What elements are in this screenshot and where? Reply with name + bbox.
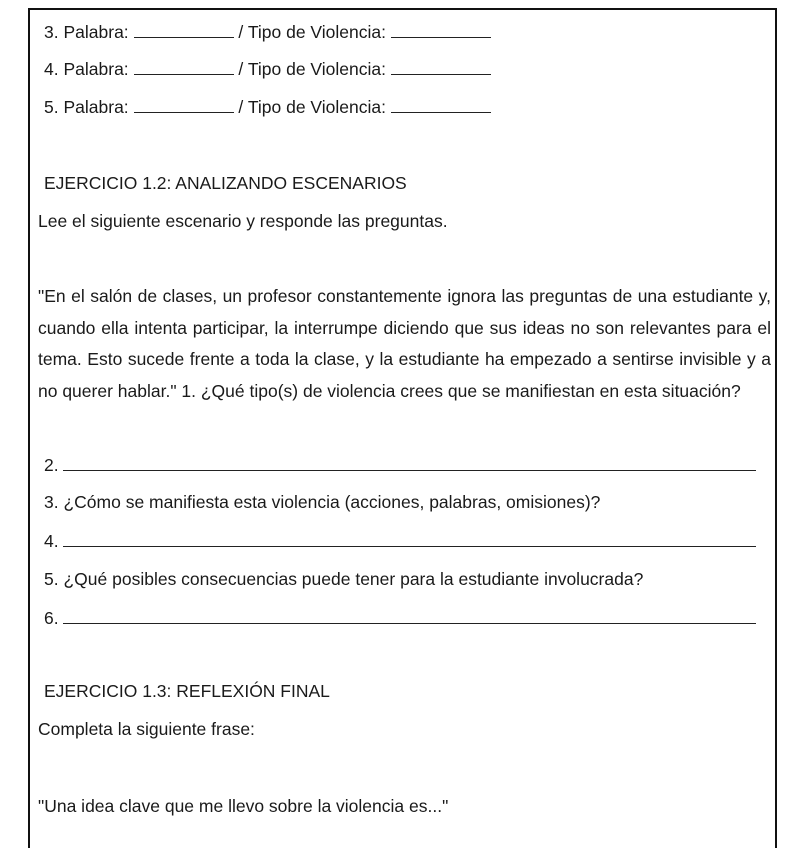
- answer-blank[interactable]: [63, 453, 756, 471]
- answer-line-2: [44, 453, 756, 476]
- exercise-1-2-title: EJERCICIO 1.2: ANALIZANDO ESCENARIOS: [44, 173, 407, 193]
- exercise-1-3-title: EJERCICIO 1.3: REFLEXIÓN FINAL: [44, 681, 330, 701]
- answer-blank[interactable]: [63, 529, 756, 547]
- item-number: 5.: [44, 569, 59, 589]
- type-blank[interactable]: [391, 95, 491, 113]
- item-number: 3.: [44, 22, 59, 42]
- item-number: 3.: [44, 492, 59, 512]
- question-3: [44, 491, 600, 513]
- item-number: 4.: [44, 59, 59, 79]
- item-number: 6.: [44, 608, 59, 628]
- word-label: Palabra:: [63, 22, 129, 42]
- exercise-1-3-instruction: Completa la siguiente frase:: [38, 719, 255, 739]
- item-number: 2.: [44, 455, 59, 475]
- scenario-paragraph: "En el salón de clases, un profesor constantemente ignora las preguntas de una estudiante y, cuando ella intenta participar, la interrumpe diciendo que sus ideas no son relevantes para el tema. Esto sucede frente a toda la clase, y la estudiante ha empezado a sentirse invisible y a no querer hablar." 1. ¿Qué tipo(s) de violencia crees que se manifiestan en esta situación?: [38, 286, 771, 401]
- type-label: / Tipo de Violencia:: [238, 59, 386, 79]
- type-label: / Tipo de Violencia:: [238, 97, 386, 117]
- word-item-3: [44, 20, 491, 43]
- answer-line-6: [44, 606, 756, 629]
- question-text: ¿Qué posibles consecuencias puede tener para la estudiante involucrada?: [63, 569, 644, 589]
- word-label: Palabra:: [63, 59, 129, 79]
- item-number: 4.: [44, 531, 59, 551]
- type-blank[interactable]: [391, 57, 491, 75]
- word-blank[interactable]: [134, 95, 234, 113]
- question-5: [44, 568, 643, 590]
- type-blank[interactable]: [391, 20, 491, 38]
- answer-blank[interactable]: [63, 606, 756, 624]
- worksheet-page: [28, 8, 777, 848]
- answer-line-4: [44, 529, 756, 552]
- word-label: Palabra:: [63, 97, 129, 117]
- word-item-4: [44, 57, 491, 80]
- exercise-1-2-instruction: Lee el siguiente escenario y responde las preguntas.: [38, 211, 448, 231]
- word-blank[interactable]: [134, 20, 234, 38]
- word-item-5: [44, 95, 491, 118]
- type-label: / Tipo de Violencia:: [238, 22, 386, 42]
- reflection-prompt: "Una idea clave que me llevo sobre la violencia es...": [38, 796, 449, 816]
- question-text: ¿Cómo se manifiesta esta violencia (acciones, palabras, omisiones)?: [63, 492, 601, 512]
- item-number: 5.: [44, 97, 59, 117]
- word-blank[interactable]: [134, 57, 234, 75]
